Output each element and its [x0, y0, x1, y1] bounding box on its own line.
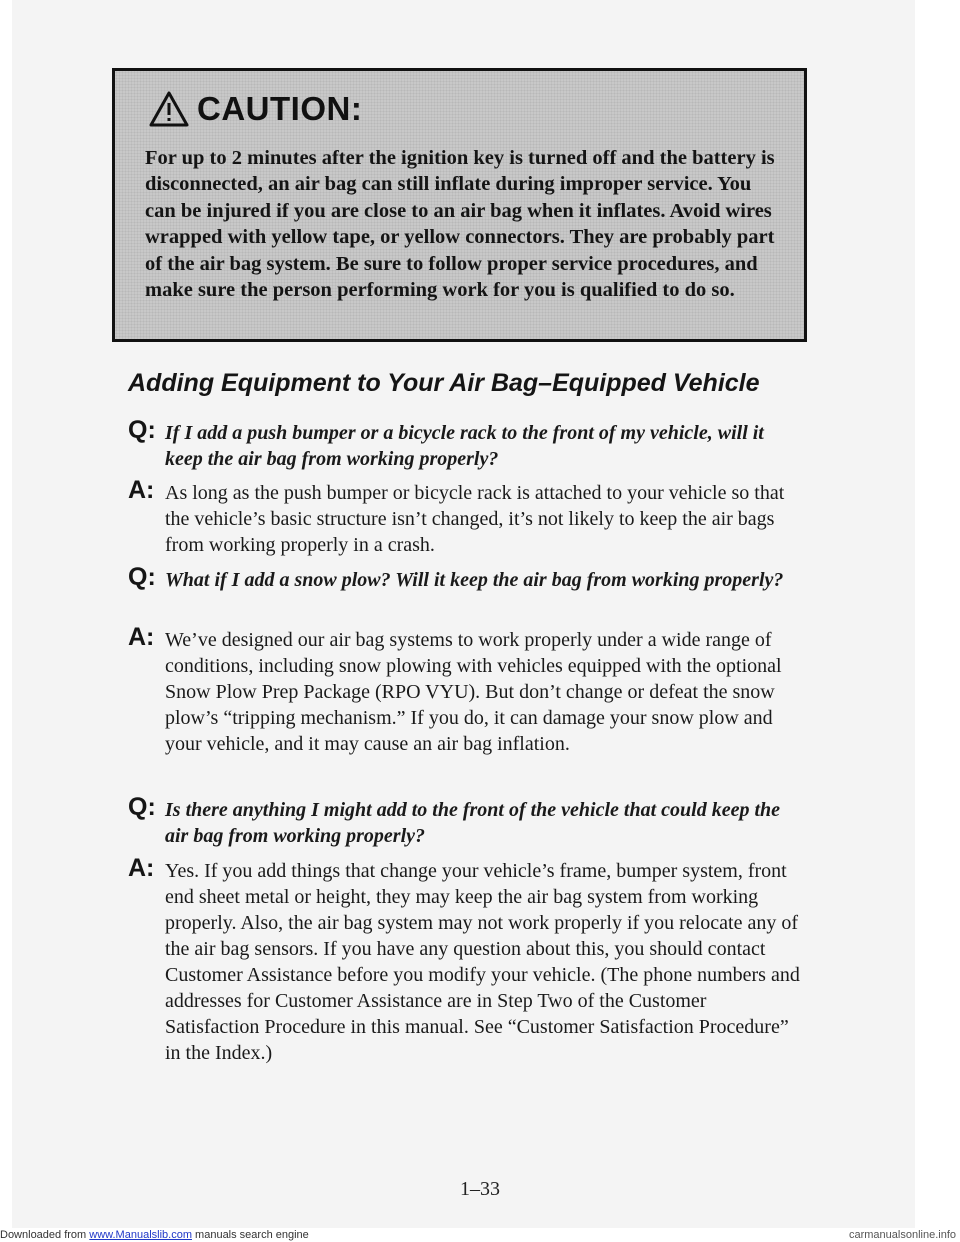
answer-text: Yes. If you add things that change your vehicle’s frame, bumper system, front end sheet metal or height, they may keep the air bag system from working properly. Also, the air bag system may not work properly if you relocate any of the air bag sensors. If you have any question about this, you should contact Customer Assistance before you modify your vehicle. (The phone numbers and addresses for Customer Assistance are in Step Two of the Customer Satisfaction Procedure in this manual. See “Customer Satisfaction Procedure” in the Index.)	[165, 860, 800, 1064]
answer-label: A:	[128, 476, 155, 504]
answer-text: As long as the push bumper or bicycle rack is attached to your vehicle so that the vehicle’s basic structure isn’t changed, it’s not likely to keep the air bags from working properly in a crash.	[165, 482, 785, 556]
manualslib-link[interactable]: www.Manualslib.com	[89, 1229, 192, 1241]
warning-triangle-icon	[149, 91, 189, 127]
page-number: 1–33	[460, 1178, 500, 1200]
footer-suffix: manuals search engine	[195, 1229, 309, 1241]
caution-header	[149, 83, 362, 135]
footer-prefix: Downloaded from	[0, 1229, 87, 1241]
answer-text: We’ve designed our air bag systems to work properly under a wide range of conditions, including snow plowing with vehicles equipped with the optional Snow Plow Prep Package (RPO VYU). But don’t change or defeat the snow plow’s “tripping mechanism.” If you do, it can damage your snow plow and your vehicle, and it may cause an air bag inflation.	[165, 629, 782, 755]
caution-box	[112, 68, 807, 342]
question-3	[128, 793, 808, 849]
answer-label: A:	[128, 623, 155, 651]
question-text: Is there anything I might add to the front of the vehicle that could keep the air bag from working properly?	[165, 799, 781, 847]
watermark-text: carmanualsonline.info	[848, 1229, 956, 1241]
question-2	[128, 563, 808, 593]
question-1	[128, 416, 808, 472]
question-label: Q:	[128, 416, 156, 444]
answer-1	[128, 476, 808, 558]
answer-2	[128, 623, 808, 757]
answer-3	[128, 854, 808, 1066]
question-text: What if I add a snow plow? Will it keep the air bag from working properly?	[165, 569, 784, 591]
download-footer	[0, 1228, 309, 1242]
question-label: Q:	[128, 563, 156, 591]
caution-text: For up to 2 minutes after the ignition key is turned off and the battery is disconnected, an air bag can still inflate during improper service. You can be injured if you are close to an air bag when it inflates. Avoid wires wrapped with yellow tape, or yellow connectors. They are probably part of the air bag system. Be sure to follow proper service procedures, and make sure the person performing work for you is qualified to do so.	[145, 147, 775, 302]
question-text: If I add a push bumper or a bicycle rack to the front of my vehicle, will it keep the air bag from working properly?	[165, 422, 764, 470]
answer-label: A:	[128, 854, 155, 882]
section-title: Adding Equipment to Your Air Bag–Equipped Vehicle	[128, 369, 760, 397]
caution-title: CAUTION:	[197, 90, 363, 127]
question-label: Q:	[128, 793, 156, 821]
